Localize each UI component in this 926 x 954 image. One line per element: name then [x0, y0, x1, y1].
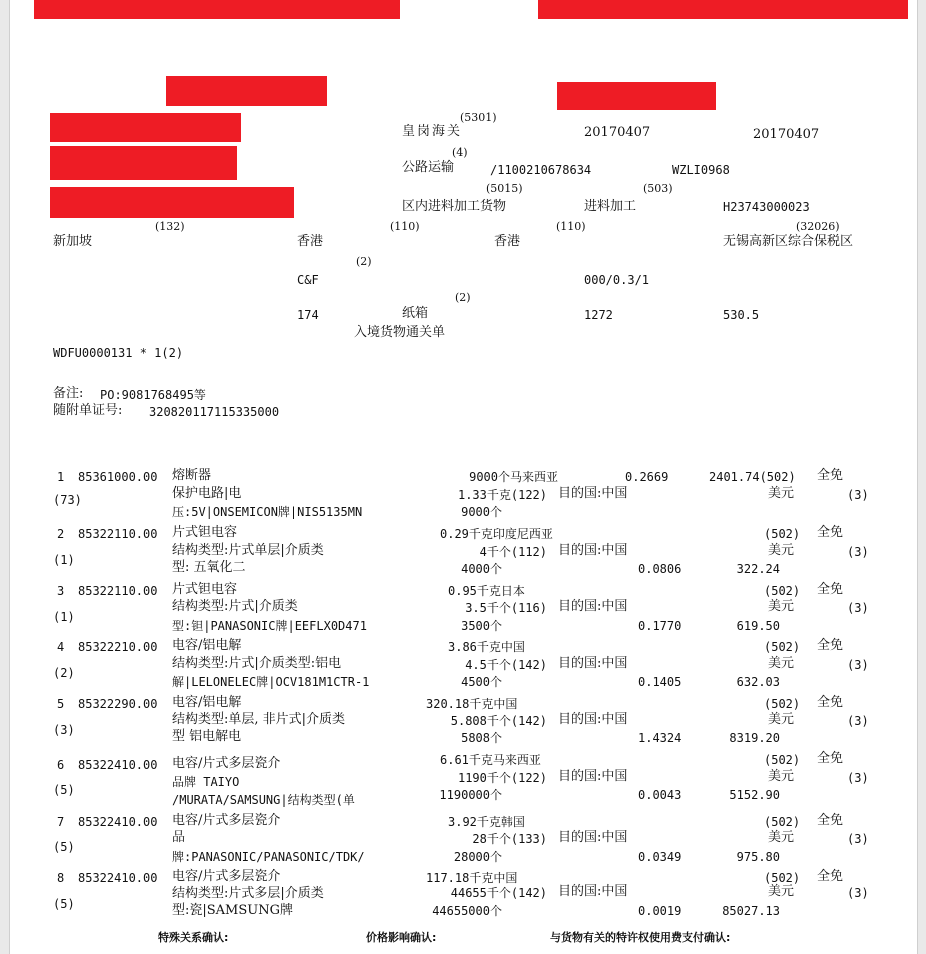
item-ver: (1): [53, 553, 75, 567]
item-qty1: 0.95千克日本: [448, 584, 525, 598]
levy-nature: 进料加工: [584, 199, 637, 214]
item-name: 电容/片式多层瓷介: [172, 869, 281, 884]
item-no: 1: [57, 470, 65, 484]
item-spec1: 保护电路|电: [172, 486, 242, 501]
item-price: 0.1770: [638, 619, 682, 633]
item-total: 5152.90: [729, 788, 780, 802]
item-total: 619.50: [736, 619, 780, 633]
pack-type-code: (2): [455, 291, 471, 304]
item-hs: 85322210.00: [78, 640, 158, 654]
item-hs: 85322110.00: [78, 584, 158, 598]
item-currency: 美元: [768, 769, 795, 784]
item-name: 电容/片式多层瓷介: [172, 756, 281, 771]
doc-type: 入境货物通关单: [354, 325, 446, 340]
item-qty2: 28千个(133): [472, 832, 547, 846]
customs-code: (5301): [460, 111, 497, 124]
attached-value: 320820117115335000: [149, 405, 280, 419]
item-no: 5: [57, 697, 65, 711]
item-qty2: 1.33千克(122): [457, 488, 547, 502]
item-dest: 目的国:中国: [558, 656, 628, 671]
item-currency: 美元: [768, 830, 795, 845]
trans-terms: C&F: [297, 273, 319, 287]
viewer-right-border: [917, 0, 926, 954]
destination: 无锡高新区综合保税区: [723, 234, 854, 249]
item-total: 85027.13: [722, 904, 780, 918]
redaction-block: [538, 0, 908, 19]
supervision-mode: 区内进料加工货物: [402, 199, 507, 214]
item-dest: 目的国:中国: [558, 599, 628, 614]
item-spec2: 型 铝电解电: [172, 729, 242, 744]
item-dest: 目的国:中国: [558, 769, 628, 784]
item-spec1: 品: [172, 830, 186, 845]
item-qty3: 5808个: [461, 731, 502, 745]
item-name: 电容/铝电解: [172, 638, 242, 653]
price-influence-confirm: 价格影响确认:: [366, 931, 437, 944]
item-price: 1.4324: [638, 731, 682, 745]
remarks-label: 备注:: [53, 386, 84, 401]
item-currency-code: (502): [764, 871, 801, 885]
item-price: 0.0349: [638, 850, 682, 864]
special-relation-confirm: 特殊关系确认:: [158, 931, 229, 944]
item-qty3: 44655000个: [432, 904, 502, 918]
item-qty1: 9000个马来西亚: [469, 470, 558, 484]
redaction-block: [50, 113, 241, 142]
item-spec2: 压:5V|ONSEMICON牌|NIS5135MN: [172, 505, 363, 519]
voyage-no: /1100210678634: [490, 163, 592, 177]
container-no: WDFU0000131 * 1(2): [53, 346, 184, 360]
item-spec1: 结构类型:片式单层|介质类: [172, 543, 324, 558]
item-price: 0.1405: [638, 675, 682, 689]
item-levy: 全免: [817, 638, 844, 653]
item-currency: 美元: [768, 712, 795, 727]
viewer-left-border: [0, 0, 10, 954]
remarks-value: PO:9081768495等: [100, 388, 206, 402]
attached-label: 随附单证号:: [53, 403, 123, 418]
item-currency-code: (502): [764, 584, 801, 598]
item-name: 熔断器: [172, 468, 212, 483]
transport-mode: 公路运输: [402, 160, 455, 175]
destination-code: (32026): [796, 220, 840, 233]
item-currency-code: (502): [764, 815, 801, 829]
trade-country-code: (132): [155, 220, 185, 233]
item-spec2: 牌:PANASONIC/PANASONIC/TDK/: [172, 850, 365, 864]
item-name: 片式钽电容: [172, 525, 238, 540]
item-currency: 美元: [768, 486, 795, 501]
item-levy-code: (3): [847, 488, 869, 502]
item-hs: 85322410.00: [78, 871, 158, 885]
item-dest: 目的国:中国: [558, 543, 628, 558]
item-spec2: 型: 五氧化二: [172, 560, 246, 575]
item-ver: (1): [53, 610, 75, 624]
item-levy-code: (3): [847, 886, 869, 900]
item-no: 8: [57, 871, 65, 885]
item-dest: 目的国:中国: [558, 486, 628, 501]
trade-country: 新加坡: [53, 234, 93, 249]
manual-no: H23743000023: [723, 200, 810, 214]
item-qty2: 3.5千个(116): [465, 601, 547, 615]
import-date: 20170407: [584, 125, 651, 140]
item-spec2: 型:钽|PANASONIC牌|EEFLX0D471: [172, 619, 367, 633]
item-qty3: 28000个: [453, 850, 502, 864]
item-total: 8319.20: [729, 731, 780, 745]
item-name: 电容/铝电解: [172, 695, 242, 710]
item-spec2: /MURATA/SAMSUNG|结构类型(单: [172, 793, 355, 807]
redaction-block: [557, 82, 716, 110]
item-ver: (5): [53, 783, 75, 797]
gross-weight: 1272: [584, 308, 613, 322]
redaction-block: [34, 0, 400, 19]
declare-date: 20170407: [753, 127, 820, 142]
item-total: 975.80: [736, 850, 780, 864]
item-no: 2: [57, 527, 65, 541]
item-levy: 全免: [817, 751, 844, 766]
item-hs: 85322410.00: [78, 758, 158, 772]
customs-name: 皇岗海关: [402, 124, 463, 139]
item-qty3: 3500个: [461, 619, 502, 633]
item-ver: (2): [53, 666, 75, 680]
item-total: 2401.74(502): [709, 470, 796, 484]
item-ver: (3): [53, 723, 75, 737]
item-dest: 目的国:中国: [558, 712, 628, 727]
pack-type: 纸箱: [402, 306, 429, 321]
item-qty3: 4000个: [461, 562, 502, 576]
levy-code: (503): [643, 182, 673, 195]
item-price: 0.0806: [638, 562, 682, 576]
item-qty2: 5.808千个(142): [450, 714, 547, 728]
item-no: 7: [57, 815, 65, 829]
item-total: 322.24: [736, 562, 780, 576]
origin-country-code: (110): [390, 220, 420, 233]
item-price: 0.2669: [625, 470, 669, 484]
item-hs: 85322110.00: [78, 527, 158, 541]
item-spec2: 型:瓷|SAMSUNG牌: [172, 903, 293, 918]
packages: 174: [297, 308, 319, 322]
item-qty2: 1190千个(122): [457, 771, 547, 785]
item-levy: 全免: [817, 813, 844, 828]
item-dest: 目的国:中国: [558, 884, 628, 899]
item-levy: 全免: [817, 582, 844, 597]
item-qty3: 9000个: [461, 505, 502, 519]
item-qty3: 1190000个: [439, 788, 502, 802]
item-spec1: 品牌 TAIYO: [172, 775, 240, 789]
item-levy-code: (3): [847, 714, 869, 728]
item-qty1: 0.29千克印度尼西亚: [440, 527, 553, 541]
item-levy: 全免: [817, 695, 844, 710]
item-qty2: 44655千个(142): [450, 886, 547, 900]
item-qty1: 3.86千克中国: [448, 640, 525, 654]
item-spec1: 结构类型:片式多层|介质类: [172, 886, 324, 901]
item-ver: (73): [53, 493, 82, 507]
item-levy: 全免: [817, 468, 844, 483]
item-qty1: 3.92千克韩国: [448, 815, 525, 829]
item-currency: 美元: [768, 656, 795, 671]
supervision-code: (5015): [486, 182, 523, 195]
origin-country: 香港: [297, 234, 324, 249]
item-levy-code: (3): [847, 658, 869, 672]
redaction-block: [50, 187, 294, 218]
item-spec2: 解|LELONELEC牌|OCV181M1CTR-1: [172, 675, 370, 689]
item-levy-code: (3): [847, 832, 869, 846]
item-qty1: 6.61千克马来西亚: [440, 753, 541, 767]
net-weight: 530.5: [723, 308, 760, 322]
item-levy: 全免: [817, 869, 844, 884]
item-name: 电容/片式多层瓷介: [172, 813, 281, 828]
bill-no: WZLI0968: [672, 163, 730, 177]
royalty-confirm: 与货物有关的特许权使用费支付确认:: [550, 931, 731, 944]
item-currency-code: (502): [764, 640, 801, 654]
loading-port-code: (110): [556, 220, 586, 233]
item-qty1: 117.18千克中国: [426, 871, 518, 885]
item-ver: (5): [53, 897, 75, 911]
item-currency-code: (502): [764, 527, 801, 541]
redaction-block: [166, 76, 327, 106]
item-price: 0.0043: [638, 788, 682, 802]
item-qty3: 4500个: [461, 675, 502, 689]
item-levy-code: (3): [847, 545, 869, 559]
item-price: 0.0019: [638, 904, 682, 918]
item-currency: 美元: [768, 884, 795, 899]
item-currency-code: (502): [764, 697, 801, 711]
item-currency-code: (502): [764, 753, 801, 767]
transport-code: (4): [452, 146, 468, 159]
item-spec1: 结构类型:片式|介质类: [172, 599, 298, 614]
item-levy: 全免: [817, 525, 844, 540]
item-no: 3: [57, 584, 65, 598]
item-hs: 85322410.00: [78, 815, 158, 829]
loading-port: 香港: [494, 234, 521, 249]
item-currency: 美元: [768, 543, 795, 558]
item-no: 6: [57, 758, 65, 772]
item-currency: 美元: [768, 599, 795, 614]
trans-terms-code: (2): [356, 255, 372, 268]
item-spec1: 结构类型:片式|介质类型:铝电: [172, 656, 342, 671]
item-hs: 85361000.00: [78, 470, 158, 484]
item-hs: 85322290.00: [78, 697, 158, 711]
item-levy-code: (3): [847, 771, 869, 785]
item-ver: (5): [53, 840, 75, 854]
item-total: 632.03: [736, 675, 780, 689]
freight: 000/0.3/1: [584, 273, 650, 287]
redaction-block: [50, 146, 237, 180]
item-levy-code: (3): [847, 601, 869, 615]
item-qty1: 320.18千克中国: [426, 697, 518, 711]
item-dest: 目的国:中国: [558, 830, 628, 845]
item-qty2: 4千个(112): [479, 545, 547, 559]
item-spec1: 结构类型:单层, 非片式|介质类: [172, 712, 346, 727]
item-name: 片式钽电容: [172, 582, 238, 597]
item-no: 4: [57, 640, 65, 654]
item-qty2: 4.5千个(142): [465, 658, 547, 672]
